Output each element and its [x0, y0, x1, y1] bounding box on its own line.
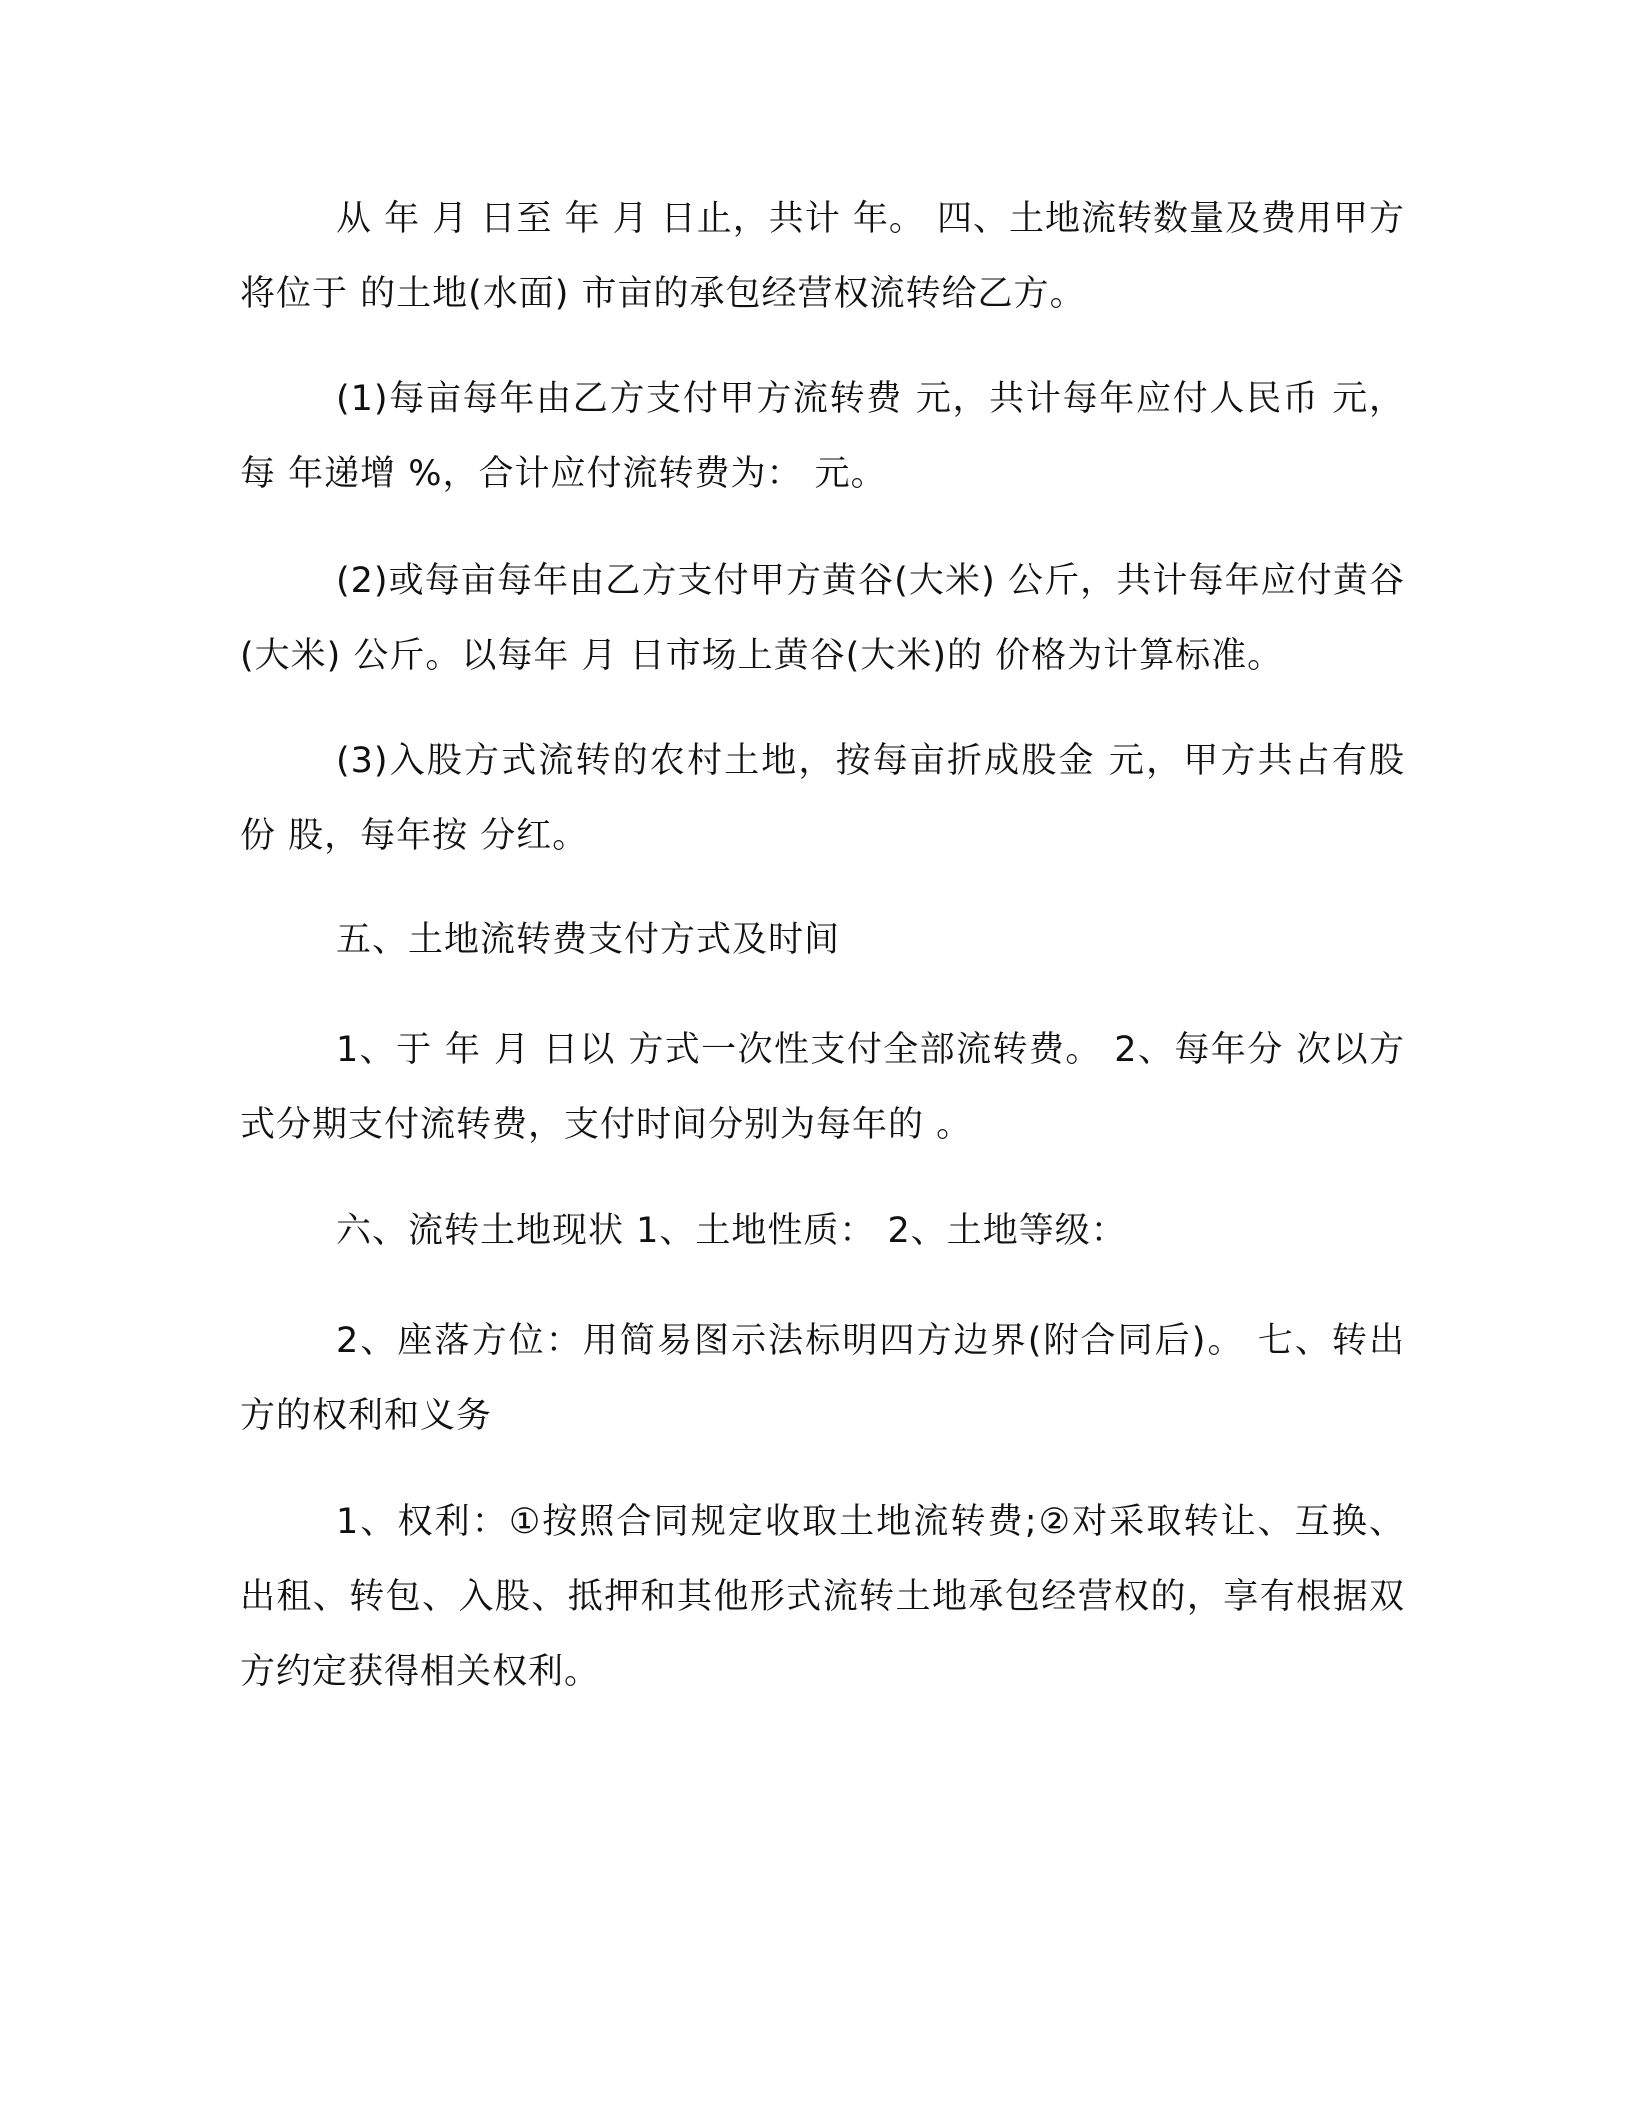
paragraph-payment-method: 1、于 年 月 日以 方式一次性支付全部流转费。 2、每年分 次以方式分期支付流转费，支付时间分别为每年的 。	[240, 1030, 1405, 1145]
paragraph-fee-option-3: (3)入股方式流转的农村土地，按每亩折成股金 元，甲方共占有股份 股，每年按 分红。	[240, 741, 1405, 856]
section-heading-payment: 五、土地流转费支付方式及时间	[336, 920, 841, 960]
paragraph-transferor-rights: 1、权利：①按照合同规定收取土地流转费;②对采取转让、互换、出租、转包、入股、抵押和其他形式流转土地承包经营权的，享有根据双方约定获得相关权利。	[240, 1502, 1405, 1692]
paragraph-land-transfer-quantity: 从 年 月 日至 年 月 日止，共计 年。 四、土地流转数量及费用甲方将位于 的土地(水面) 市亩的承包经营权流转给乙方。	[240, 199, 1406, 314]
paragraph-land-status: 六、流转土地现状 1、土地性质： 2、土地等级：	[336, 1211, 1127, 1251]
paragraph-location-boundaries: 2、座落方位：用简易图示法标明四方边界(附合同后)。 七、转出方的权利和义务	[240, 1321, 1405, 1436]
paragraph-fee-option-2: (2)或每亩每年由乙方支付甲方黄谷(大米) 公斤，共计每年应付黄谷(大米) 公斤。以每年 月 日市场上黄谷(大米)的 价格为计算标准。	[240, 561, 1405, 676]
paragraph-fee-option-1: (1)每亩每年由乙方支付甲方流转费 元，共计每年应付人民币 元，每 年递增 %，合计应付流转费为： 元。	[240, 379, 1405, 494]
